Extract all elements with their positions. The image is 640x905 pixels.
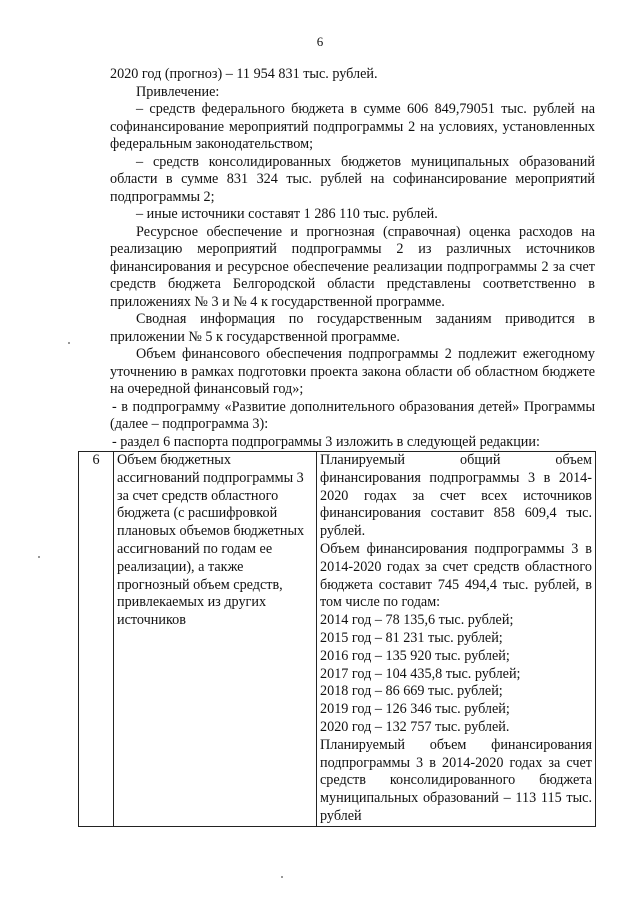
value-year-2019: 2019 год – 126 346 тыс. рублей; (320, 701, 510, 718)
paragraph-federal-budget: – средств федерального бюджета в сумме 606 849,79051 тыс. рублей на софинансирование мероприятий подпрограммы 2 на условиях, установленных федеральным законодательством; (110, 101, 595, 152)
paragraph-attraction: Привлечение: (136, 83, 220, 100)
table-row (79, 452, 596, 827)
passport-table (78, 451, 596, 827)
value-year-2017: 2017 год – 104 435,8 тыс. рублей; (320, 665, 521, 682)
table-row-number: 6 (79, 452, 114, 827)
value-municipal-financing: Планируемый объем финансирования подпрограммы 3 в 2014-2020 годах за счет средств консолидированного бюджета муниципальных образований – 113 115 тыс. рублей (320, 736, 592, 824)
value-total-financing: Планируемый общий объем финансирования подпрограммы 3 в 2014-2020 годах за счет всех источников финансирования составит 858 609,4 тыс. рублей. (320, 452, 592, 540)
value-year-2014: 2014 год – 78 135,6 тыс. рублей; (320, 612, 514, 629)
scan-speck (38, 556, 40, 558)
paragraph-state-tasks: Сводная информация по государственным заданиям приводится в приложении № 5 к государственной программе. (110, 311, 595, 345)
value-year-2018: 2018 год – 86 669 тыс. рублей; (320, 683, 503, 700)
table-row-value (317, 452, 596, 827)
value-year-2016: 2016 год – 135 920 тыс. рублей; (320, 647, 510, 664)
value-year-2015: 2015 год – 81 231 тыс. рублей; (320, 629, 503, 646)
paragraph-other-sources: – иные источники составят 1 286 110 тыс. рублей. (136, 206, 438, 222)
paragraph-forecast-2020: 2020 год (прогноз) – 11 954 831 тыс. рублей. (110, 66, 378, 82)
table-row-label: Объем бюджетных ассигнований подпрограммы 3 за счет средств областного бюджета (с расшифровкой плановых объемов бюджетных ассигнований по годам ее реализации), а также прогнозный объем средств, привлекаемых из других источников (114, 452, 317, 827)
paragraph-resource-provision: Ресурсное обеспечение и прогнозная (справочная) оценка расходов на реализацию мероприятий подпрограммы 2 из различных источников финансирования и ресурсное обеспечение реализации подпрограммы 2 за счет средств бюджета Белгородской области представлены соответственно в приложениях № 3 и № 4 к государственной программе. (110, 223, 595, 310)
paragraph-municipal-budget: – средств консолидированных бюджетов муниципальных образований области в сумме 831 324 тыс. рублей на софинансирование мероприятий подпрограммы 2; (110, 153, 595, 205)
value-year-2020: 2020 год – 132 757 тыс. рублей. (320, 718, 510, 735)
paragraph-subprogram-3: - в подпрограмму «Развитие дополнительного образования детей» Программы (далее – подпрограмма 3): (110, 398, 595, 432)
scan-speck (281, 876, 283, 878)
scan-speck (68, 342, 70, 344)
paragraph-financing-volume: Объем финансового обеспечения подпрограммы 2 подлежит ежегодному уточнению в рамках подготовки проекта закона области об областном бюджете на очередной финансовый год»; (110, 346, 595, 397)
paragraph-section-6: - раздел 6 паспорта подпрограммы 3 изложить в следующей редакции: (112, 433, 540, 450)
value-regional-budget: Объем финансирования подпрограммы 3 в 2014-2020 годах за счет средств областного бюджета составит 745 494,4 тыс. рублей, в том числе по годам: (320, 540, 592, 611)
page-number: 6 (316, 34, 324, 49)
document-body (110, 66, 595, 451)
